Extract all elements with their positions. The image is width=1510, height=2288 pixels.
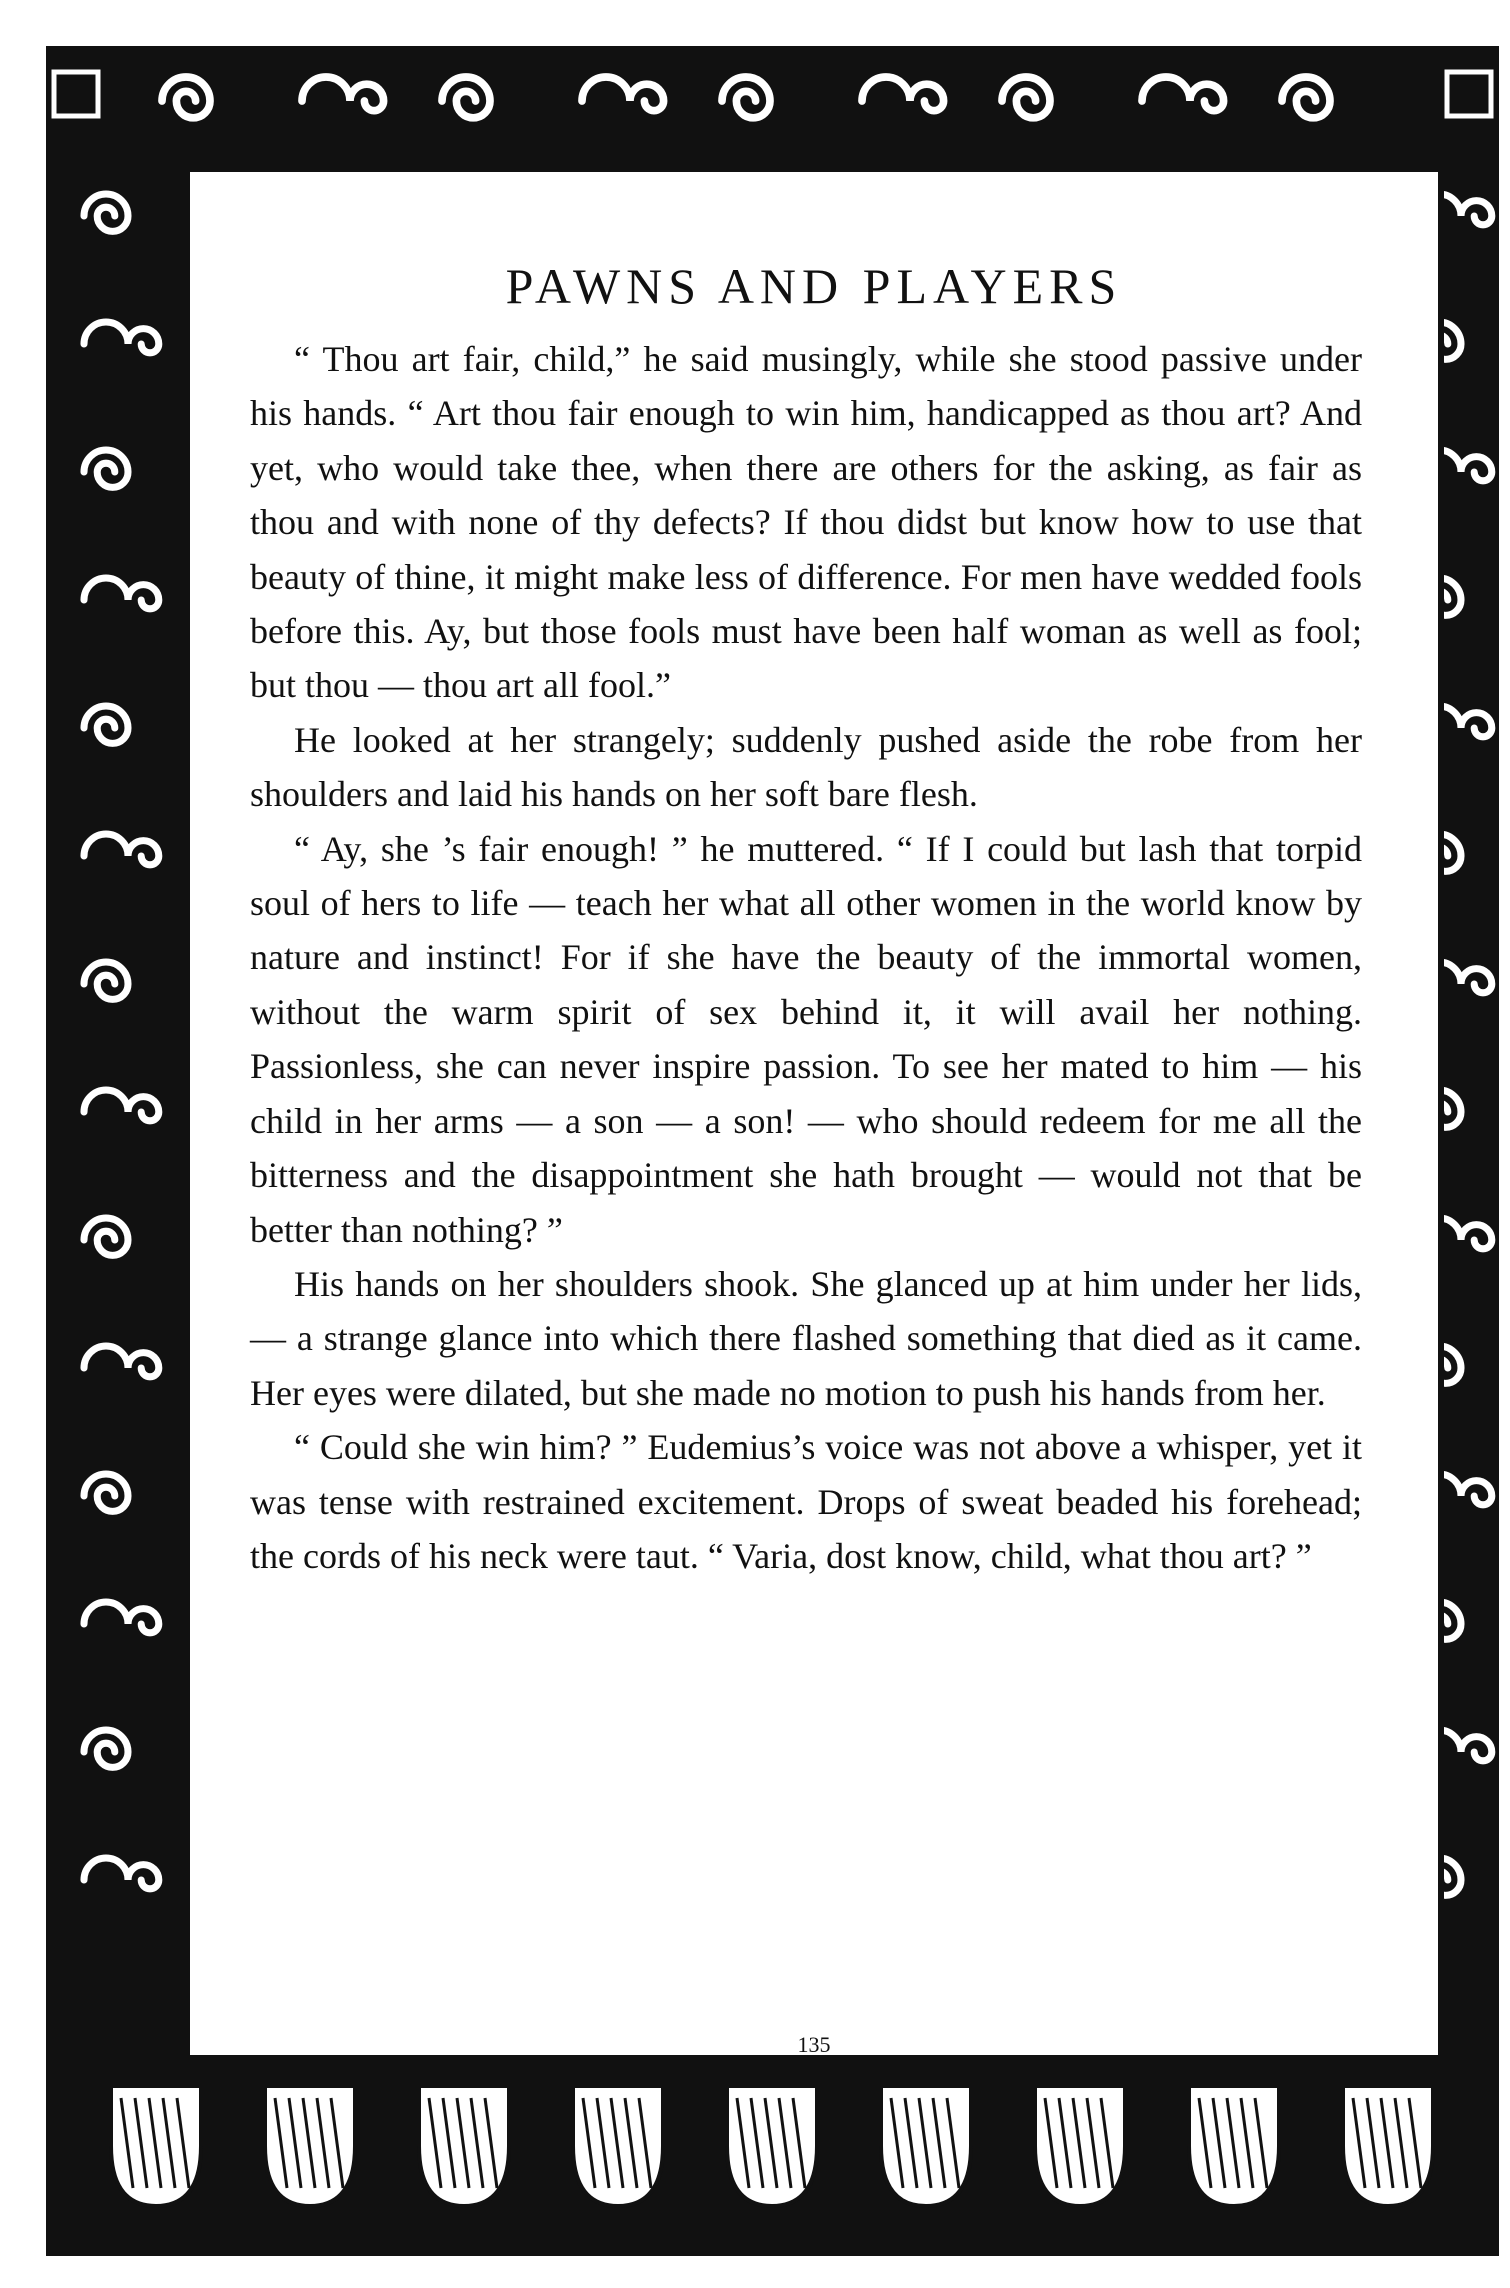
scroll-ornament-icon: [84, 706, 128, 743]
shield-ornament-icon: [111, 2086, 201, 2206]
corner-block-icon: [1447, 72, 1491, 116]
shield-ornament-icon: [1035, 2086, 1125, 2206]
scroll-ornament-icon: [84, 834, 159, 865]
shield-ornament-icon: [881, 2086, 971, 2206]
scroll-ornament-icon: [1142, 77, 1224, 111]
shield-ornament-icon: [727, 2086, 817, 2206]
scroll-ornament-icon: [84, 1090, 159, 1121]
scroll-ornament-icon: [582, 77, 664, 111]
page-number: 135: [797, 2032, 831, 2057]
scroll-ornament-icon: [1282, 77, 1330, 118]
scroll-ornament-icon: [84, 1474, 128, 1511]
scroll-ornament-icon: [862, 77, 944, 111]
shield-ornament-icon: [1343, 2086, 1433, 2206]
scroll-ornament-icon: [442, 77, 490, 118]
scroll-ornament-icon: [84, 1730, 128, 1767]
corner-block-icon: [54, 72, 98, 116]
paragraph-2: He looked at her strangely; suddenly pushed aside the robe from her shoulders and laid his hands on her soft bare flesh.: [250, 719, 1362, 815]
scroll-ornament-icon: [84, 322, 159, 353]
shield-ornament-icon: [265, 2086, 355, 2206]
body-text: [250, 332, 1362, 1583]
scroll-ornament-icon: [84, 194, 128, 231]
scroll-ornament-icon: [84, 1858, 159, 1889]
scroll-ornament-icon: [84, 1602, 159, 1633]
shield-ornament-icon: [573, 2086, 663, 2206]
paragraph-1: “ Thou art fair, child,” he said musingly, while she stood passive under his hands. “ Art thou fair enough to win him, handicapped as thou art? And yet, who would take thee, when there are others for the asking, as fair as thou and with none of thy defects? If thou didst but know how to use that beauty of thine, it might make less of difference. For men have wedded fools before this. Ay, but those fools must have been half woman as well as fool; but thou — thou art all fool.”: [250, 339, 1362, 706]
scroll-ornament-icon: [722, 77, 770, 118]
scroll-ornament-icon: [302, 77, 384, 111]
page-title: PAWNS AND PLAYERS: [505, 258, 1123, 314]
scroll-ornament-icon: [84, 450, 128, 487]
scroll-ornament-icon: [84, 578, 159, 609]
scroll-ornament-icon: [84, 1346, 159, 1377]
scroll-ornament-icon: [162, 77, 210, 118]
paragraph-3: “ Ay, she ’s fair enough! ” he muttered. “ If I could but lash that torpid soul of hers to life — teach her what all other women in the world know by nature and instinct! For if she have the beauty of the immortal women, without the warm spirit of sex behind it, it will avail her nothing. Passionless, she can never inspire passion. To see her mated to him — his child in her arms — a son — a son! — who should redeem for me all the bitterness and the disappointment she hath brought — would not that be better than nothing? ”: [250, 828, 1362, 1250]
ornamental-border: [46, 46, 1499, 2256]
text-panel: [184, 166, 1444, 2061]
paragraph-4: His hands on her shoulders shook. She glanced up at him under her lids, — a strange glance into which there flashed something that died as it came. Her eyes were dilated, but she made no motion to push his hands from her.: [250, 1263, 1362, 1413]
scroll-ornament-icon: [1002, 77, 1050, 118]
shield-ornament-icon: [419, 2086, 509, 2206]
scroll-ornament-icon: [84, 1218, 128, 1255]
scroll-ornament-icon: [84, 962, 128, 999]
shield-ornament-icon: [1189, 2086, 1279, 2206]
paragraph-5: “ Could she win him? ” Eudemius’s voice was not above a whisper, yet it was tense with restrained excitement. Drops of sweat beaded his forehead; the cords of his neck were taut. “ Varia, dost know, child, what thou art? ”: [250, 1427, 1362, 1576]
